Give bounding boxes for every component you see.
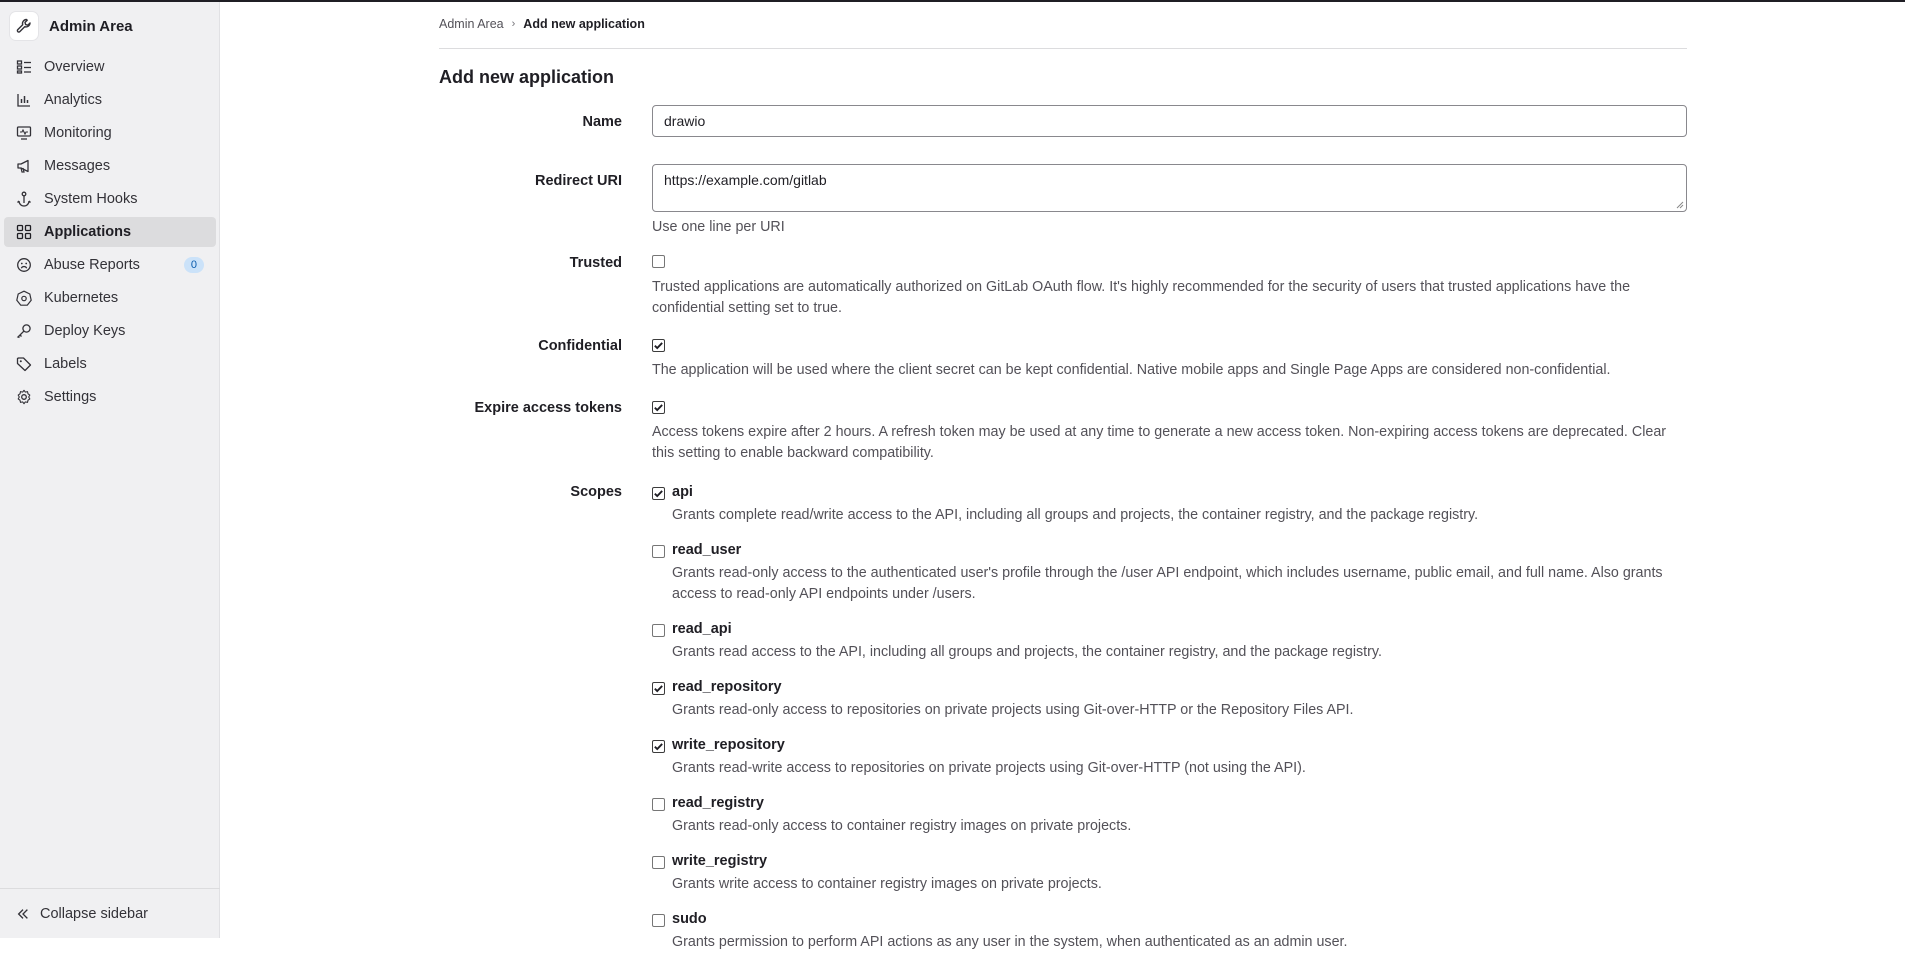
checkmark-icon — [653, 741, 664, 752]
abuse-reports-count-badge: 0 — [184, 257, 204, 273]
confidential-help: The application will be used where the client secret can be kept confidential. Native mobile apps and Single Page Apps are considered non-confidential. — [652, 362, 1611, 378]
sidebar-header — [0, 0, 219, 52]
redirect-uri-textarea[interactable] — [652, 164, 1687, 212]
breadcrumb — [439, 0, 1687, 49]
scope-read-registry-checkbox[interactable] — [652, 798, 665, 811]
label-icon — [16, 356, 32, 372]
sidebar-item-label: Kubernetes — [44, 290, 119, 306]
double-chevron-left-icon — [16, 907, 30, 921]
sidebar-item-abuse-reports[interactable] — [4, 250, 216, 280]
scopes-label: Scopes — [570, 484, 622, 500]
scope-description: Grants read access to the API, including all groups and projects, the container registry, and the package registry. — [672, 644, 1382, 660]
checkmark-icon — [653, 402, 664, 413]
sidebar-item-label: Settings — [44, 389, 97, 405]
trusted-label: Trusted — [569, 255, 622, 271]
trusted-checkbox[interactable] — [652, 255, 665, 268]
sidebar-item-label: System Hooks — [44, 191, 138, 207]
sidebar-title: Admin Area — [49, 17, 133, 35]
scope-name: sudo — [672, 911, 707, 927]
sidebar-item-label: Analytics — [44, 92, 103, 108]
sidebar-item-overview[interactable] — [4, 52, 216, 82]
scope-name: read_api — [672, 621, 732, 637]
breadcrumb-admin-area[interactable]: Admin Area — [439, 17, 504, 31]
name-label: Name — [582, 114, 622, 130]
expire-tokens-checkbox[interactable] — [652, 401, 665, 414]
sidebar-item-label: Messages — [44, 158, 111, 174]
collapse-sidebar-button[interactable] — [0, 888, 220, 938]
scope-write-repository-checkbox[interactable] — [652, 740, 665, 753]
main-content — [439, 0, 1687, 950]
scope-name: write_repository — [672, 737, 785, 753]
sidebar-item-labels[interactable] — [4, 349, 216, 379]
sidebar — [0, 0, 220, 938]
key-icon — [16, 323, 32, 339]
sidebar-item-label: Abuse Reports — [44, 257, 140, 273]
sidebar-item-analytics[interactable] — [4, 85, 216, 115]
megaphone-icon — [16, 158, 32, 174]
abuse-icon — [16, 257, 32, 273]
scope-description: Grants complete read/write access to the API, including all groups and projects, the container registry, and the package registry. — [672, 507, 1479, 523]
name-value: drawio — [664, 113, 706, 129]
redirect-uri-help: Use one line per URI — [652, 219, 785, 235]
sidebar-item-label: Labels — [44, 356, 87, 372]
scope-name: read_user — [672, 542, 742, 558]
breadcrumb-current[interactable]: Add new application — [523, 17, 645, 31]
sidebar-item-messages[interactable] — [4, 151, 216, 181]
confidential-checkbox[interactable] — [652, 339, 665, 352]
scope-sudo-checkbox[interactable] — [652, 914, 665, 927]
name-input[interactable] — [652, 105, 1687, 137]
sidebar-item-label: Overview — [44, 59, 105, 75]
scope-name: read_repository — [672, 679, 782, 695]
scope-description: Grants write access to container registry images on private projects. — [672, 876, 1102, 892]
sidebar-nav — [0, 52, 219, 412]
collapse-sidebar-label: Collapse sidebar — [40, 905, 149, 922]
page-title: Add new application — [439, 67, 615, 87]
monitoring-icon — [16, 125, 32, 141]
scope-description: Grants read-write access to repositories on private projects using Git-over-HTTP (not using the API). — [672, 760, 1306, 776]
sidebar-item-kubernetes[interactable] — [4, 283, 216, 313]
sidebar-item-settings[interactable] — [4, 382, 216, 412]
scope-read-user-checkbox[interactable] — [652, 545, 665, 558]
redirect-uri-label: Redirect URI — [534, 173, 622, 189]
checkmark-icon — [653, 340, 664, 351]
scope-write-registry-checkbox[interactable] — [652, 856, 665, 869]
kubernetes-icon — [16, 290, 32, 306]
overview-icon — [16, 59, 32, 75]
scope-description: Grants read-only access to repositories on private projects using Git-over-HTTP or the Repository Files API. — [672, 702, 1354, 718]
trusted-help: Trusted applications are automatically authorized on GitLab OAuth flow. It's highly recommended for the security of users that trusted applications have the confidential setting set to true. — [652, 279, 1631, 316]
hook-icon — [16, 191, 32, 207]
checkmark-icon — [653, 488, 664, 499]
settings-icon — [16, 389, 32, 405]
applications-icon — [16, 224, 32, 240]
checkmark-icon — [653, 683, 664, 694]
chevron-right-icon: › — [511, 18, 516, 30]
scope-description: Grants permission to perform API actions as any user in the system, when authenticated as an admin user. — [672, 934, 1348, 950]
scope-name: write_registry — [672, 853, 768, 869]
sidebar-item-deploy-keys[interactable] — [4, 316, 216, 346]
confidential-label: Confidential — [538, 338, 622, 354]
expire-tokens-help: Access tokens expire after 2 hours. A refresh token may be used at any time to generate a new access token. Non-expiring access tokens are deprecated. Clear this setting to enable backward compatibility. — [652, 424, 1667, 461]
scope-name: read_registry — [672, 795, 764, 811]
wrench-icon[interactable] — [10, 12, 38, 40]
scope-read-api-checkbox[interactable] — [652, 624, 665, 637]
sidebar-item-label: Monitoring — [44, 125, 112, 141]
top-border — [0, 0, 1905, 2]
resize-handle-icon[interactable] — [1676, 201, 1684, 209]
scope-description: Grants read-only access to container registry images on private projects. — [672, 818, 1132, 834]
redirect-uri-value: https://example.com/gitlab — [664, 172, 827, 188]
sidebar-item-applications[interactable] — [4, 217, 216, 247]
expire-tokens-label: Expire access tokens — [474, 400, 622, 416]
sidebar-item-label: Deploy Keys — [44, 323, 126, 339]
scope-name: api — [672, 484, 693, 500]
scope-read-repository-checkbox[interactable] — [652, 682, 665, 695]
sidebar-item-system-hooks[interactable] — [4, 184, 216, 214]
scope-description: Grants read-only access to the authenticated user's profile through the /user API endpoint, which includes username, public email, and full name. Also grants access to read-only API endpoints under /users. — [672, 565, 1663, 602]
sidebar-item-monitoring[interactable] — [4, 118, 216, 148]
scope-api-checkbox[interactable] — [652, 487, 665, 500]
sidebar-item-label: Applications — [44, 224, 132, 240]
analytics-icon — [16, 92, 32, 108]
